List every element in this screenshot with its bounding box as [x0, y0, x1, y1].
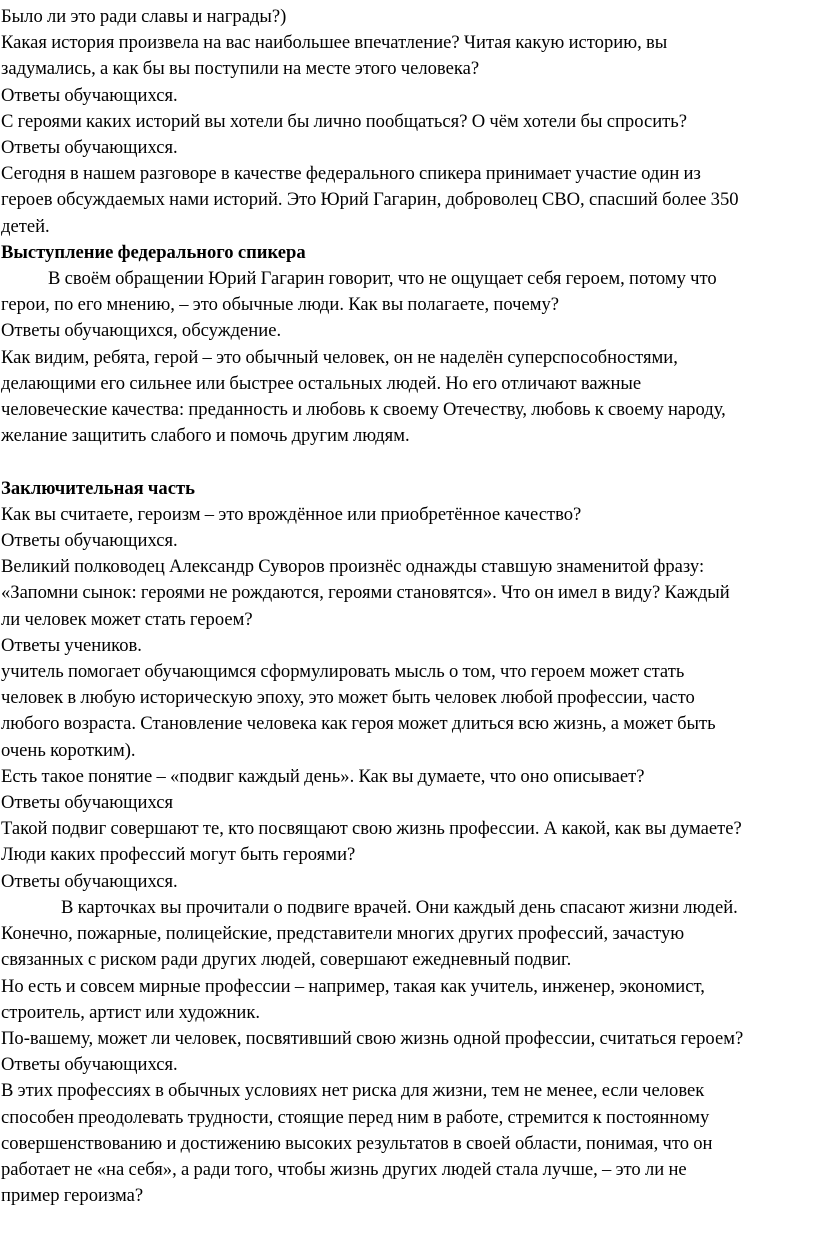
text-line: Есть такое понятие – «подвиг каждый день». Как вы думаете, что оно описывает? — [1, 765, 645, 787]
text-line: герои, по его мнению, – это обычные люди. Как вы полагаете, почему? — [1, 294, 560, 316]
text-line: В карточках вы прочитали о подвиге врачей. Они каждый день спасают жизни людей. — [61, 896, 738, 918]
text-line: Люди каких профессий могут быть героями? — [1, 844, 356, 866]
text-line: Ответы обучающихся. — [1, 530, 178, 552]
text-line: желание защитить слабого и помочь другим людям. — [1, 425, 410, 447]
text-line: героев обсуждаемых нами историй. Это Юрий Гагарин, доброволец СВО, спасший более 350 — [1, 189, 739, 211]
text-line: Ответы обучающихся. — [1, 1054, 178, 1076]
text-line: учитель помогает обучающимся сформулировать мысль о том, что героем может стать — [1, 661, 685, 683]
text-line: связанных с риском ради других людей, совершают ежедневный подвиг. — [1, 949, 572, 971]
text-line: детей. — [1, 215, 50, 237]
text-line: По-вашему, может ли человек, посвятивший свою жизнь одной профессии, считаться героем? — [1, 1027, 744, 1049]
text-line: Ответы обучающихся. — [1, 870, 178, 892]
text-line: задумались, а как бы вы поступили на месте этого человека? — [1, 58, 480, 80]
text-line: Конечно, пожарные, полицейские, представители многих других профессий, зачастую — [1, 923, 685, 945]
text-line: Ответы обучающихся. — [1, 84, 178, 106]
text-line: любого возраста. Становление человека как героя может длиться всю жизнь, а может быть — [1, 713, 716, 735]
text-line: Ответы обучающихся, обсуждение. — [1, 320, 282, 342]
text-line: С героями каких историй вы хотели бы лично пообщаться? О чём хотели бы спросить? — [1, 110, 688, 132]
text-line: очень коротким). — [1, 739, 136, 761]
text-line: пример героизма? — [1, 1185, 144, 1207]
text-line: Как вы считаете, героизм – это врождённое или приобретённое качество? — [1, 503, 582, 525]
section-heading: Выступление федерального спикера — [1, 241, 306, 263]
text-line: Такой подвиг совершают те, кто посвящают свою жизнь профессии. А какой, как вы думаете? — [1, 818, 742, 840]
text-line: Сегодня в нашем разговоре в качестве федерального спикера принимает участие один из — [1, 163, 701, 185]
text-line: Какая история произвела на вас наибольшее впечатление? Читая какую историю, вы — [1, 32, 668, 54]
text-line: Как видим, ребята, герой – это обычный человек, он не наделён суперспособностями, — [1, 346, 678, 368]
text-line: Ответы обучающихся — [1, 792, 174, 814]
text-line: ли человек может стать героем? — [1, 608, 253, 630]
text-line: Было ли это ради славы и награды?) — [1, 6, 287, 27]
text-line: работает не «на себя», а ради того, чтобы жизнь других людей стала лучше, – это ли не — [1, 1158, 687, 1180]
text-line: строитель, артист или художник. — [1, 1001, 261, 1023]
text-line: человек в любую историческую эпоху, это может быть человек любой профессии, часто — [1, 687, 695, 709]
text-line: Ответы обучающихся. — [1, 137, 178, 159]
text-line: В этих профессиях в обычных условиях нет риска для жизни, тем не менее, если человек — [1, 1080, 705, 1102]
section-heading: Заключительная часть — [1, 477, 195, 499]
text-line: «Запомни сынок: героями не рождаются, героями становятся». Что он имел в виду? Каждый — [1, 582, 730, 604]
text-line: способен преодолевать трудности, стоящие перед ним в работе, стремится к постоянному — [1, 1106, 710, 1128]
text-line: совершенствованию и достижению высоких результатов в своей области, понимая, что он — [1, 1132, 713, 1154]
text-line: Ответы учеников. — [1, 634, 142, 656]
text-line: Великий полководец Александр Суворов произнёс однажды ставшую знаменитой фразу: — [1, 556, 705, 578]
text-line: делающими его сильнее или быстрее остальных людей. Но его отличают важные — [1, 372, 642, 394]
text-line: В своём обращении Юрий Гагарин говорит, что не ощущает себя героем, потому что — [48, 268, 717, 290]
text-line: Но есть и совсем мирные профессии – например, такая как учитель, инженер, экономист, — [1, 975, 705, 997]
text-line: человеческие качества: преданность и любовь к своему Отечеству, любовь к своему народу, — [1, 399, 726, 421]
blank-line — [1, 449, 816, 475]
